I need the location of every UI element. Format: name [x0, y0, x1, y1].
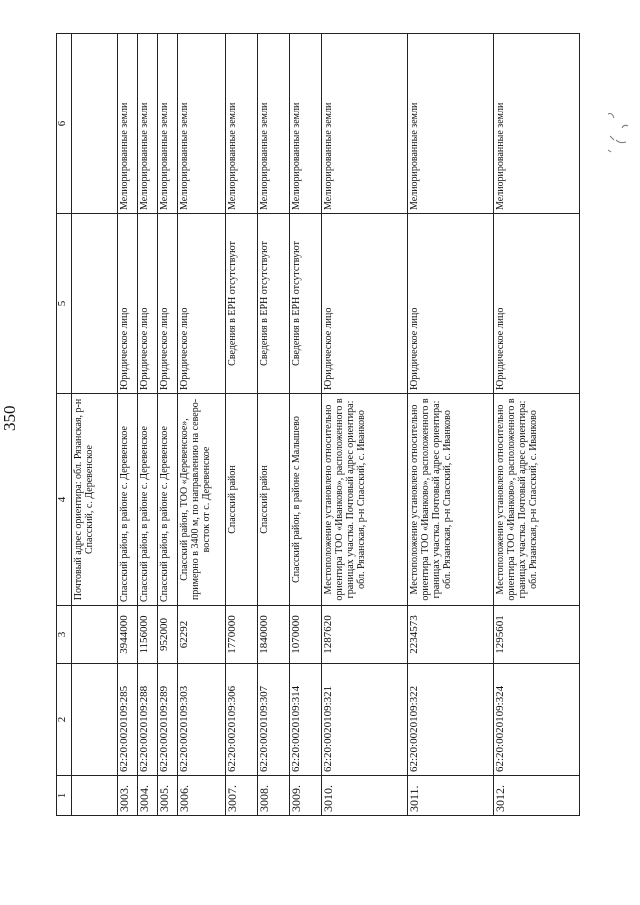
table-row: [408, 34, 494, 816]
land-type-cell: Мелиорированные земли: [258, 34, 290, 214]
table-row: [158, 34, 178, 816]
land-type-cell: Мелиорированные земли: [322, 34, 408, 214]
owner-cell: Юридическое лицо: [178, 214, 226, 394]
table-frame: [56, 34, 636, 816]
header-row: [57, 34, 72, 816]
row-number: 3008.: [258, 776, 290, 816]
address-cell: Спасский район, ТОО «Деревенское», примерно в 3400 м, по направлению на северо-восток от с. Деревенское: [178, 394, 226, 606]
land-type-cell: Мелиорированные земли: [226, 34, 258, 214]
table-row: [178, 34, 226, 816]
row-number: 3004.: [138, 776, 158, 816]
area-value: 3944000: [118, 606, 138, 664]
row-number: 3003.: [118, 776, 138, 816]
cadastral-number: 62:20:0020109:288: [138, 664, 158, 776]
cadastral-number: 62:20:0020109:321: [322, 664, 408, 776]
cadastral-number: [72, 664, 118, 776]
cadastral-number: 62:20:0020109:322: [408, 664, 494, 776]
row-number: 3007.: [226, 776, 258, 816]
rotated-table-area: [56, 34, 636, 816]
area-value: 952000: [158, 606, 178, 664]
table-row: [258, 34, 290, 816]
address-cell: Спасский район: [226, 394, 258, 606]
row-number: 3005.: [158, 776, 178, 816]
margin-scribble: [602, 110, 632, 160]
cadastral-number: 62:20:0020109:285: [118, 664, 138, 776]
area-value: [72, 606, 118, 664]
area-value: 1770000: [226, 606, 258, 664]
owner-cell: Юридическое лицо: [158, 214, 178, 394]
row-number: 3012.: [494, 776, 580, 816]
column-header: 2: [57, 664, 72, 776]
address-cell: Спасский район, в районе с. Деревенское: [118, 394, 138, 606]
row-number: 3010.: [322, 776, 408, 816]
address-cell: Спасский район, в районе с Малышево: [290, 394, 322, 606]
table-row: [138, 34, 158, 816]
land-type-cell: [72, 34, 118, 214]
land-type-cell: Мелиорированные земли: [290, 34, 322, 214]
area-value: 1070000: [290, 606, 322, 664]
owner-cell: Юридическое лицо: [494, 214, 580, 394]
cadastral-number: 62:20:0020109:324: [494, 664, 580, 776]
area-value: 1295601: [494, 606, 580, 664]
owner-cell: Юридическое лицо: [138, 214, 158, 394]
address-cell: Местоположение установлено относительно ориентира ТОО «Иванково», расположенного в границах участка. Почтовый адрес ориентира: обл. Рязанская, р-н Спасский, с. Иванково: [494, 394, 580, 606]
land-type-cell: Мелиорированные земли: [494, 34, 580, 214]
cadastral-number: 62:20:0020109:314: [290, 664, 322, 776]
owner-cell: Сведения в ЕРН отсутствуют: [258, 214, 290, 394]
cadastral-number: 62:20:0020109:289: [158, 664, 178, 776]
area-value: 1287620: [322, 606, 408, 664]
cadastral-number: 62:20:0020109:306: [226, 664, 258, 776]
area-value: 2234573: [408, 606, 494, 664]
table-row: [72, 34, 118, 816]
table-row: [118, 34, 138, 816]
cadastral-number: 62:20:0020109:307: [258, 664, 290, 776]
address-cell: Почтовый адрес ориентира: обл. Рязанская, р-н Спасский, с. Деревенское: [72, 394, 118, 606]
owner-cell: Юридическое лицо: [322, 214, 408, 394]
row-number: 3006.: [178, 776, 226, 816]
row-number: 3011.: [408, 776, 494, 816]
owner-cell: [72, 214, 118, 394]
address-cell: Местоположение установлено относительно ориентира ТОО «Иванково», расположенного в границах участка. Почтовый адрес ориентира: обл. Рязанская, р-н Спасский, с. Иванково: [322, 394, 408, 606]
table-row: [322, 34, 408, 816]
address-cell: Спасский район, в районе с. Деревенское: [138, 394, 158, 606]
row-number: [72, 776, 118, 816]
land-type-cell: Мелиорированные земли: [178, 34, 226, 214]
owner-cell: Сведения в ЕРН отсутствуют: [226, 214, 258, 394]
column-header: 4: [57, 394, 72, 606]
column-header: 1: [57, 776, 72, 816]
area-value: 62292: [178, 606, 226, 664]
table-row: [226, 34, 258, 816]
column-header: 3: [57, 606, 72, 664]
land-type-cell: Мелиорированные земли: [408, 34, 494, 214]
land-registry-table: [56, 33, 580, 816]
owner-cell: Юридическое лицо: [118, 214, 138, 394]
land-type-cell: Мелиорированные земли: [138, 34, 158, 214]
address-cell: Спасский район: [258, 394, 290, 606]
land-type-cell: Мелиорированные земли: [118, 34, 138, 214]
area-value: 1840000: [258, 606, 290, 664]
address-cell: Спасский район, в районе с. Деревенское: [158, 394, 178, 606]
table-row: [494, 34, 580, 816]
address-cell: Местоположение установлено относительно ориентира ТОО «Иванково», расположенного в границах участка. Почтовый адрес ориентира: обл. Рязанская, р-н Спасский, с. Иванково: [408, 394, 494, 606]
cadastral-number: 62:20:0020109:303: [178, 664, 226, 776]
column-header: 6: [57, 34, 72, 214]
land-type-cell: Мелиорированные земли: [158, 34, 178, 214]
owner-cell: Юридическое лицо: [408, 214, 494, 394]
table-row: [290, 34, 322, 816]
row-number: 3009.: [290, 776, 322, 816]
area-value: 1156000: [138, 606, 158, 664]
page-number: 350: [0, 405, 19, 431]
owner-cell: Сведения в ЕРН отсутствуют: [290, 214, 322, 394]
column-header: 5: [57, 214, 72, 394]
